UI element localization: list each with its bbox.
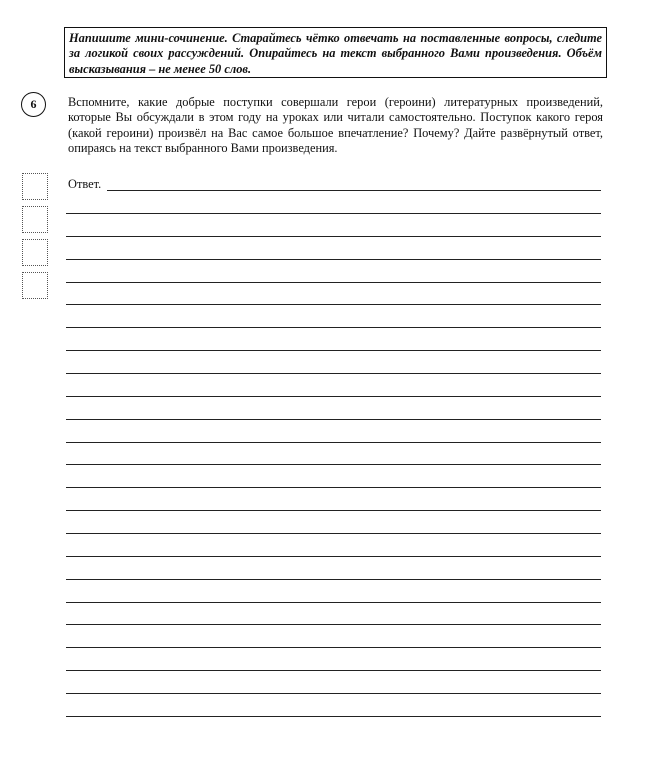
answer-line-first[interactable] bbox=[107, 190, 601, 191]
score-box-2[interactable] bbox=[22, 206, 48, 233]
instruction-text: Напишите мини-сочинение. Старайтесь чётко отвечать на поставленные вопросы, следите за логикой своих рассуждений. Опирайтесь на текст выбранного Вами произведения. Объём высказывания – не менее 50 слов. bbox=[69, 31, 602, 76]
answer-line[interactable] bbox=[66, 396, 601, 397]
answer-line[interactable] bbox=[66, 510, 601, 511]
answer-line[interactable] bbox=[66, 602, 601, 603]
score-box-1[interactable] bbox=[22, 173, 48, 200]
answer-line[interactable] bbox=[66, 556, 601, 557]
answer-line[interactable] bbox=[66, 419, 601, 420]
answer-line[interactable] bbox=[66, 259, 601, 260]
answer-line[interactable] bbox=[66, 624, 601, 625]
answer-line[interactable] bbox=[66, 579, 601, 580]
answer-line[interactable] bbox=[66, 442, 601, 443]
answer-line[interactable] bbox=[66, 464, 601, 465]
score-box-4[interactable] bbox=[22, 272, 48, 299]
answer-line[interactable] bbox=[66, 693, 601, 694]
instruction-box bbox=[64, 27, 607, 78]
answer-line[interactable] bbox=[66, 236, 601, 237]
answer-label: Ответ. bbox=[68, 177, 102, 191]
answer-line[interactable] bbox=[66, 304, 601, 305]
question-number: 6 bbox=[30, 97, 37, 111]
answer-line[interactable] bbox=[66, 282, 601, 283]
answer-line[interactable] bbox=[66, 533, 601, 534]
answer-line[interactable] bbox=[66, 350, 601, 351]
answer-line[interactable] bbox=[66, 213, 601, 214]
question-text: Вспомните, какие добрые поступки совершали герои (героини) литературных произведений, которые Вы обсуждали в этом году на уроках или читали самостоятельно. Поступок какого героя (какой героини) произвёл на Вас самое большое впечатление? Почему? Дайте развёрнутый ответ, опираясь на текст выбранного Вами произведения. bbox=[68, 95, 603, 156]
score-box-3[interactable] bbox=[22, 239, 48, 266]
answer-line[interactable] bbox=[66, 716, 601, 717]
answer-line[interactable] bbox=[66, 670, 601, 671]
answer-line[interactable] bbox=[66, 373, 601, 374]
question-number-badge bbox=[21, 92, 46, 117]
answer-line[interactable] bbox=[66, 647, 601, 648]
answer-line[interactable] bbox=[66, 487, 601, 488]
answer-line[interactable] bbox=[66, 327, 601, 328]
